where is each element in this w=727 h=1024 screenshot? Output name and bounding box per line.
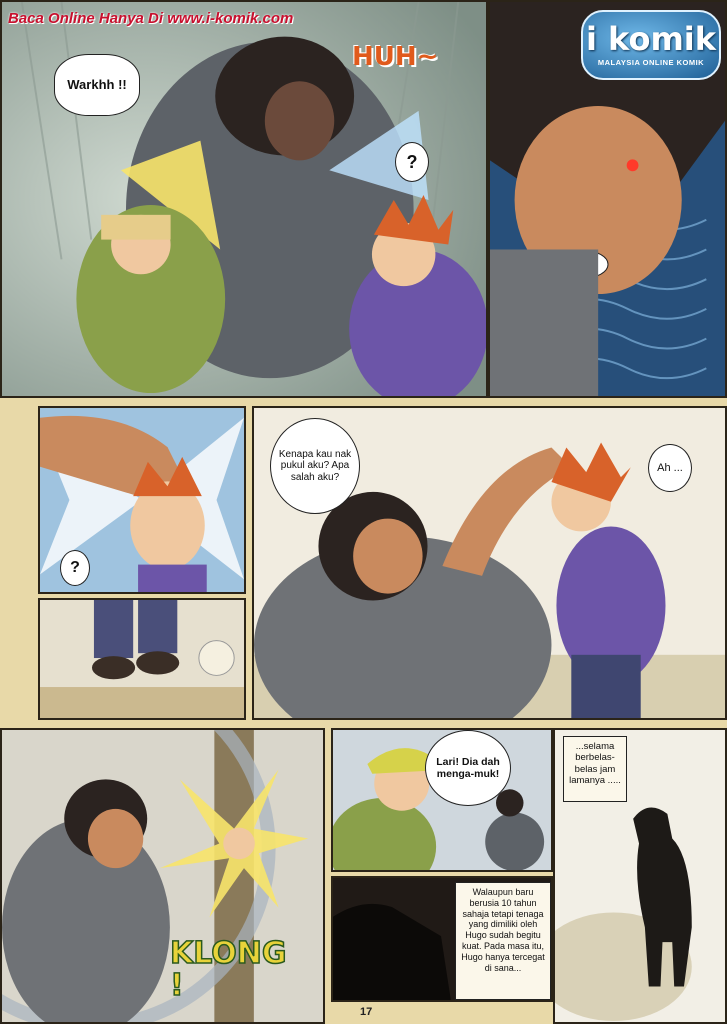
bubble-question-2: ? xyxy=(60,550,90,586)
page-number: 17 xyxy=(360,1006,373,1018)
bubble-kenapa: Kenapa kau nak pukul aku? Apa salah aku? xyxy=(270,418,360,514)
site-logo[interactable] xyxy=(581,10,721,80)
bubble-question-1: ? xyxy=(395,142,429,182)
panel-3-hit xyxy=(38,406,246,594)
panel-4-art xyxy=(40,600,244,718)
panel-8-silhouette xyxy=(553,728,727,1024)
logo-tagline: MALAYSIA ONLINE KOMIK xyxy=(597,58,705,67)
bubble-warkhh: Warkhh !! xyxy=(54,54,140,116)
caption-selama: ...selama berbelas-belas jam lamanya ..... xyxy=(563,736,627,802)
bubble-lari: Lari! Dia dah menga-muk! xyxy=(425,730,511,806)
panel-9-dark xyxy=(331,876,553,1002)
caption-walaupun: Walaupun baru berusia 10 tahun sahaja tetapi tenaga yang dimiliki oleh Hugo sudah begitu kuat. Pada masa itu, Hugo hanya tercegat di sana... xyxy=(455,882,551,1000)
panel-5-grab xyxy=(252,406,727,720)
panel-1-brawl xyxy=(0,0,488,398)
sfx-huh: HUH~ xyxy=(352,42,439,72)
bubble-ah: Ah ... xyxy=(648,444,692,492)
panel-6-klong xyxy=(0,728,325,1024)
panel-4-legs xyxy=(38,598,246,720)
panel-7-run xyxy=(331,728,553,872)
watermark-text: Baca Online Hanya Di www.i-komik.com xyxy=(8,10,294,27)
sfx-klong: KLONG ! xyxy=(170,936,287,1003)
logo-brand: i komik xyxy=(585,20,717,58)
